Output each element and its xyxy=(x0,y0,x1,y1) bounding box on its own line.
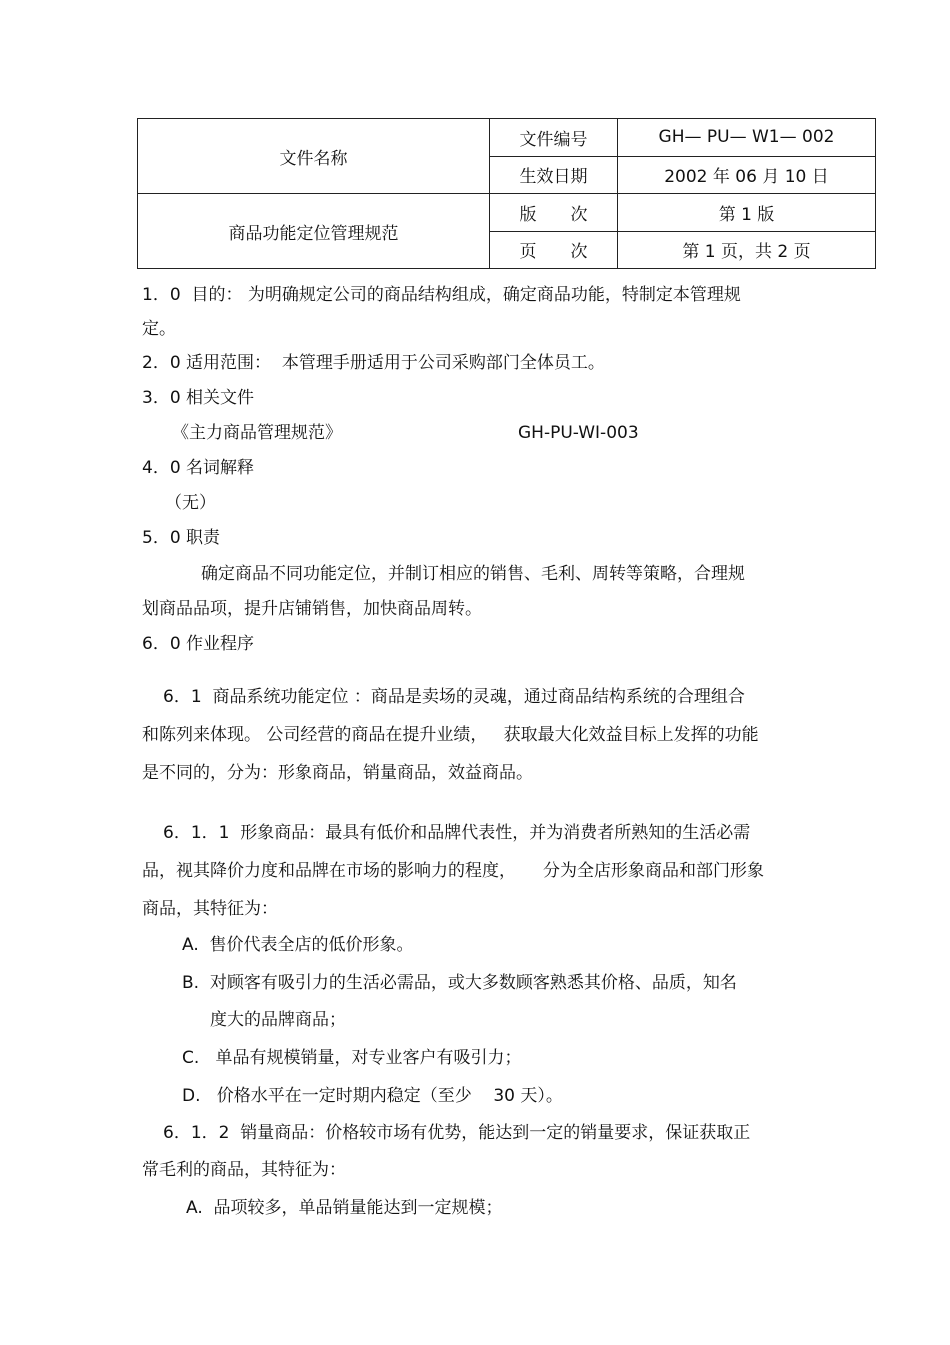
effective-date-label: 生效日期 xyxy=(490,156,618,194)
version-value: 第 1 版 xyxy=(618,194,876,232)
section-4-heading: 4．0 名词解释 xyxy=(142,458,255,478)
section-5-body: 确定商品不同功能定位，并制订相应的销售、毛利、周转等策略，合理规 xyxy=(201,564,745,584)
section-6-1-line-3: 是不同的，分为：形象商品，销量商品，效益商品。 xyxy=(142,763,533,783)
section-6-1-line-1: 6．1 商品系统功能定位 ：商品是卖场的灵魂，通过商品结构系统的合理组合 xyxy=(163,687,745,707)
feature-item-c: C. 单品有规模销量，对专业客户有吸引力； xyxy=(182,1048,522,1068)
section-5-body-cont: 划商品品项，提升店铺销售，加快商品周转。 xyxy=(142,599,482,619)
page-label: 页 次 xyxy=(490,231,618,269)
effective-date-value: 2002 年 06 月 10 日 xyxy=(618,156,876,194)
section-6-1-2-line-2: 常毛利的商品，其特征为： xyxy=(142,1160,346,1180)
feature-item-a: A. 售价代表全店的低价形象。 xyxy=(182,935,414,955)
feature-item-d: D. 价格水平在一定时期内稳定（至少 30 天）。 xyxy=(182,1086,563,1106)
related-doc-code: GH-PU-WI-003 xyxy=(518,423,639,443)
version-label: 版 次 xyxy=(490,194,618,232)
doc-name-label: 文件名称 xyxy=(138,119,490,194)
section-3-heading: 3．0 相关文件 xyxy=(142,388,255,408)
feature-item-b: B. 对顾客有吸引力的生活必需品，或大多数顾客熟悉其价格、品质，知名 xyxy=(182,973,737,993)
section-6-1-1-line-2: 品，视其降价力度和品牌在市场的影响力的程度， 分为全店形象商品和部门形象 xyxy=(142,861,765,881)
doc-number-value: GH— PU— W1— 002 xyxy=(618,119,876,157)
related-doc-title: 《主力商品管理规范》 xyxy=(172,423,342,443)
section-2-scope: 2．0 适用范围： 本管理手册适用于公司采购部门全体员工。 xyxy=(142,353,605,373)
doc-name-value: 商品功能定位管理规范 xyxy=(138,194,490,269)
doc-number-label: 文件编号 xyxy=(490,119,618,157)
feature-item-b-cont: 度大的品牌商品； xyxy=(210,1010,346,1030)
sales-item-a: A. 品项较多，单品销量能达到一定规模； xyxy=(186,1198,503,1218)
section-5-heading: 5．0 职责 xyxy=(142,528,221,548)
section-4-none: （无） xyxy=(165,493,216,513)
section-1-purpose: 1．0 目的： 为明确规定公司的商品结构组成，确定商品功能，特制定本管理规 xyxy=(142,285,741,305)
page-value: 第 1 页，共 2 页 xyxy=(618,231,876,269)
section-6-1-2-line-1: 6．1．2 销量商品：价格较市场有优势，能达到一定的销量要求，保证获取正 xyxy=(163,1123,751,1143)
section-1-purpose-cont: 定。 xyxy=(142,319,176,339)
section-6-1-1-line-3: 商品，其特征为： xyxy=(142,899,278,919)
document-header-table xyxy=(137,118,876,269)
section-6-heading: 6．0 作业程序 xyxy=(142,634,255,654)
section-6-1-line-2: 和陈列来体现。 公司经营的商品在提升业绩， 获取最大化效益目标上发挥的功能 xyxy=(142,725,759,745)
section-6-1-1-line-1: 6．1．1 形象商品：最具有低价和品牌代表性，并为消费者所熟知的生活必需 xyxy=(163,823,751,843)
